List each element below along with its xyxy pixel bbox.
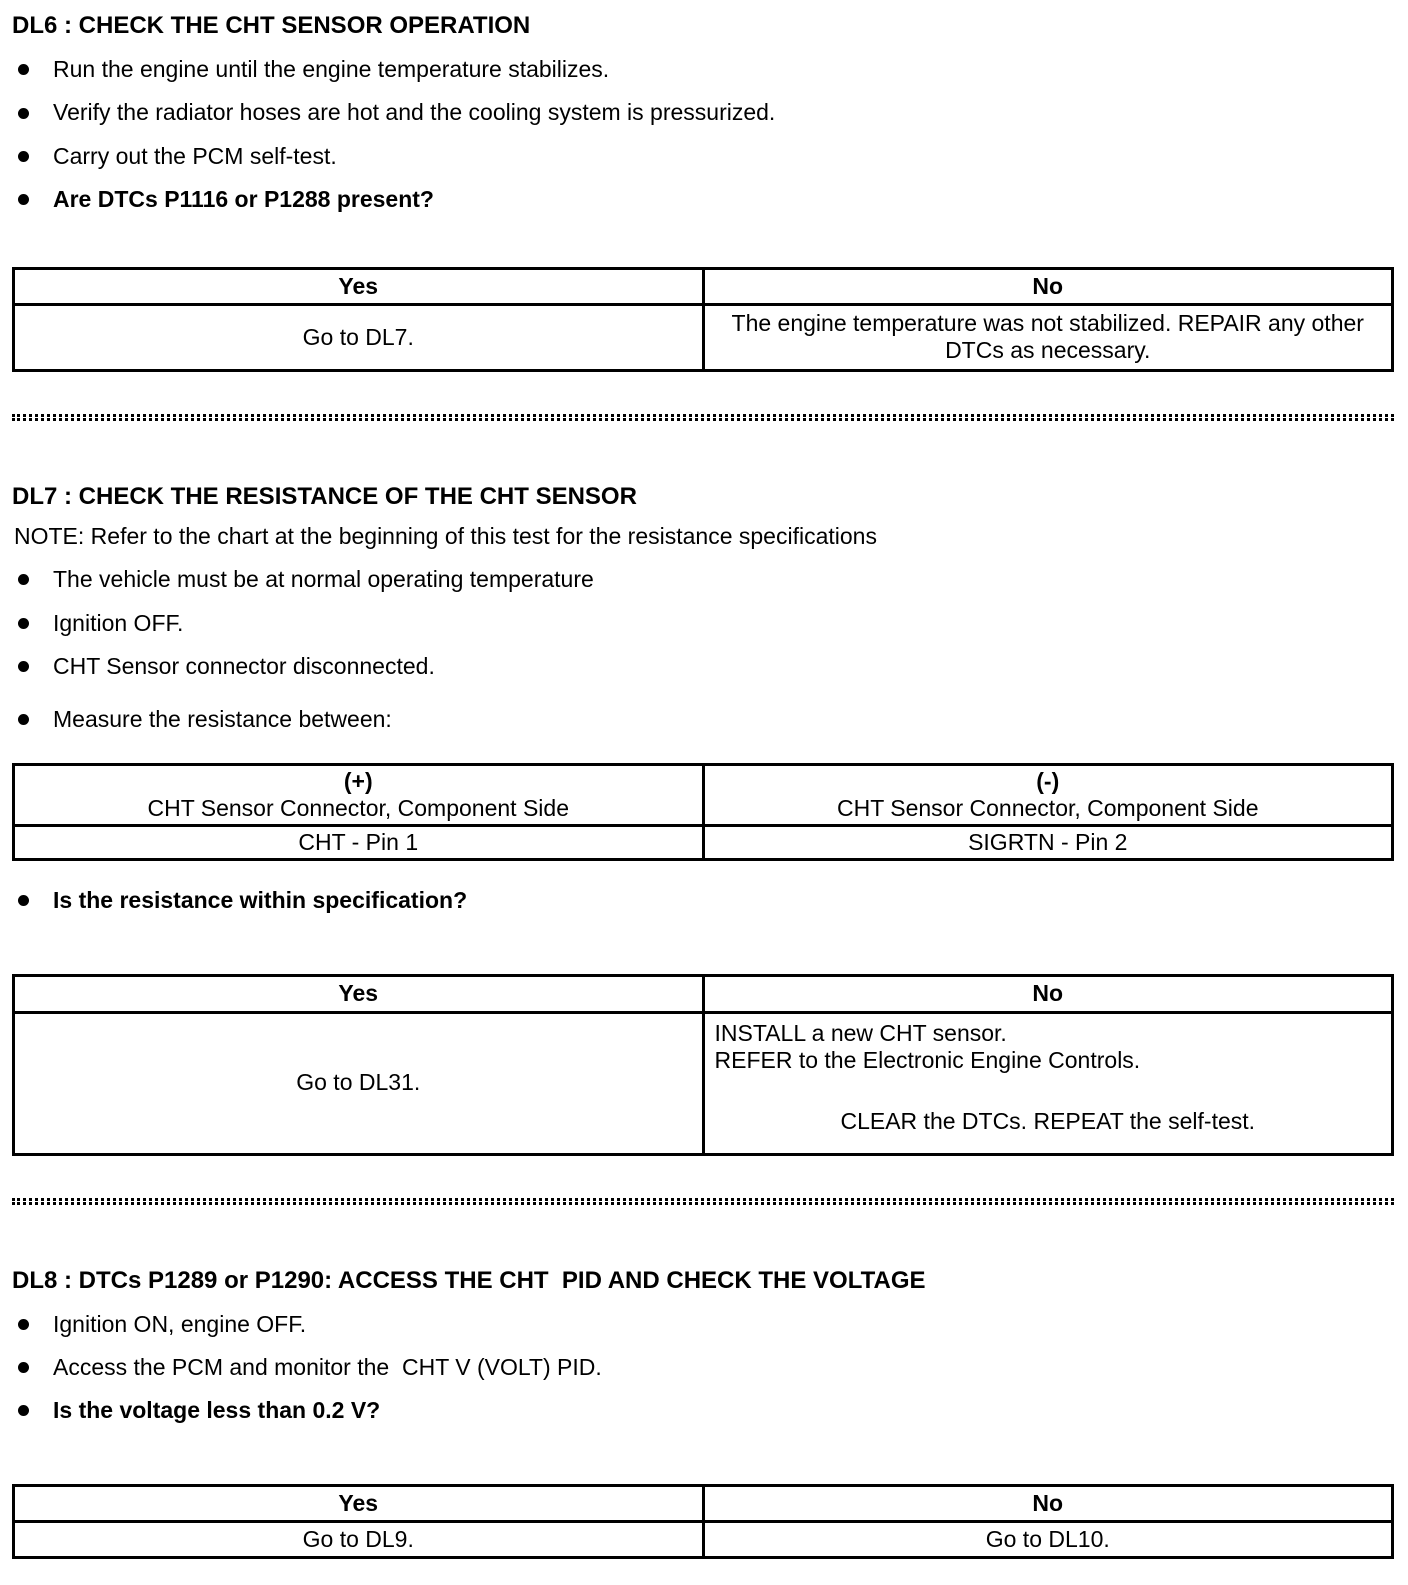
dl7-plus-pin-cell: CHT - Pin 1	[14, 826, 704, 860]
bullet-marker-icon	[18, 1405, 29, 1416]
dl7-bullet-3-text: CHT Sensor connector disconnected.	[53, 652, 435, 679]
section-divider	[12, 1198, 1394, 1205]
dl8-no-header: No	[703, 1486, 1393, 1522]
dl8-bullet-2-text: Access the PCM and monitor the CHT V (VOLT) PID.	[53, 1353, 602, 1380]
dl8-no-cell: Go to DL10.	[703, 1522, 1393, 1558]
dl6-yes-no-table	[12, 267, 1394, 372]
dl7-minus-sign: (-)	[1036, 767, 1060, 794]
section-dl8	[12, 1267, 1394, 1560]
bullet-marker-icon	[18, 194, 29, 205]
dl7-yes-header: Yes	[14, 976, 704, 1012]
bullet-marker-icon	[18, 714, 29, 725]
bullet-marker-icon	[18, 574, 29, 585]
dl7-bullet-2	[18, 610, 1394, 637]
dl7-no-line-1: INSTALL a new CHT sensor.	[714, 1019, 1007, 1046]
dl7-bullet-2-text: Ignition OFF.	[53, 609, 184, 636]
bullet-marker-icon	[18, 1319, 29, 1330]
dl6-table-header-row	[14, 268, 1393, 304]
bullet-marker-icon	[18, 64, 29, 75]
dl6-bullet-1-text: Run the engine until the engine temperature stabilizes.	[53, 56, 610, 83]
dl7-no-header: No	[703, 976, 1393, 1012]
section-dl7-title: DL7 : CHECK THE RESISTANCE OF THE CHT SENSOR	[12, 482, 637, 510]
dl7-plus-sign: (+)	[343, 767, 373, 794]
dl6-no-header: No	[703, 268, 1393, 304]
bullet-marker-icon	[18, 618, 29, 629]
section-divider	[12, 414, 1394, 421]
dl6-bullet-3	[18, 143, 1394, 170]
dl8-question-bullet	[18, 1397, 1394, 1424]
dl8-question-text: Is the voltage less than 0.2 V?	[53, 1397, 381, 1424]
dl7-pins-header-row	[14, 764, 1393, 825]
dl7-no-line-3: CLEAR the DTCs. REPEAT the self-test.	[840, 1107, 1256, 1134]
dl8-table-header-row	[14, 1486, 1393, 1522]
dl7-yes-no-table	[12, 974, 1394, 1155]
dl6-question-bullet	[18, 186, 1394, 213]
section-dl6	[12, 12, 1394, 372]
dl8-bullet-1-text: Ignition ON, engine OFF.	[53, 1310, 307, 1337]
section-dl6-title: DL6 : CHECK THE CHT SENSOR OPERATION	[12, 12, 531, 39]
bullet-marker-icon	[18, 895, 29, 906]
dl6-table-body-row	[14, 304, 1393, 370]
dl8-yes-no-table	[12, 1484, 1394, 1559]
section-dl7	[12, 483, 1394, 1156]
dl7-note: NOTE: Refer to the chart at the beginning of this test for the resistance specifications	[14, 523, 877, 550]
dl7-bullet-3	[18, 653, 1394, 680]
dl7-bullet-1	[18, 566, 1394, 593]
dl6-bullet-1	[18, 56, 1394, 83]
dl7-pins-body-row	[14, 826, 1393, 860]
dl6-question-text: Are DTCs P1116 or P1288 present?	[53, 185, 434, 212]
bullet-marker-icon	[18, 108, 29, 119]
dl7-minus-pin-cell: SIGRTN - Pin 2	[703, 826, 1393, 860]
dl7-plus-header	[14, 764, 704, 825]
dl7-no-cell	[703, 1012, 1393, 1154]
dl7-bullet-4	[18, 706, 1394, 733]
dl7-bullet-4-text: Measure the resistance between:	[53, 705, 392, 732]
dl6-no-cell: The engine temperature was not stabilized. REPAIR any other DTCs as necessary.	[703, 304, 1393, 370]
section-dl8-title: DL8 : DTCs P1289 or P1290: ACCESS THE CHT PID AND CHECK THE VOLTAGE	[12, 1266, 926, 1294]
dl8-yes-header: Yes	[14, 1486, 704, 1522]
dl8-bullet-1	[18, 1311, 1394, 1338]
bullet-marker-icon	[18, 1362, 29, 1373]
dl6-yes-header: Yes	[14, 268, 704, 304]
dl7-bullet-1-text: The vehicle must be at normal operating temperature	[53, 566, 594, 593]
dl8-yes-cell: Go to DL9.	[14, 1522, 704, 1558]
dl7-no-line-2: REFER to the Electronic Engine Controls.	[714, 1046, 1141, 1073]
dl7-pins-table	[12, 763, 1394, 861]
dl7-minus-header	[703, 764, 1393, 825]
dl8-bullet-2	[18, 1354, 1394, 1381]
dl7-table-header-row	[14, 976, 1393, 1012]
dl6-bullet-2-text: Verify the radiator hoses are hot and the cooling system is pressurized.	[53, 99, 776, 126]
dl7-minus-label: CHT Sensor Connector, Component Side	[837, 795, 1259, 821]
dl7-table-body-row	[14, 1012, 1393, 1154]
dl7-yes-cell: Go to DL31.	[14, 1012, 704, 1154]
dl8-table-body-row	[14, 1522, 1393, 1558]
dl7-plus-label: CHT Sensor Connector, Component Side	[147, 795, 569, 821]
bullet-marker-icon	[18, 661, 29, 672]
dl7-question-text: Is the resistance within specification?	[53, 887, 468, 914]
bullet-marker-icon	[18, 151, 29, 162]
dl6-yes-cell: Go to DL7.	[14, 304, 704, 370]
dl7-question-bullet	[18, 887, 1394, 914]
dl6-bullet-3-text: Carry out the PCM self-test.	[53, 142, 337, 169]
dl6-bullet-2	[18, 99, 1394, 126]
